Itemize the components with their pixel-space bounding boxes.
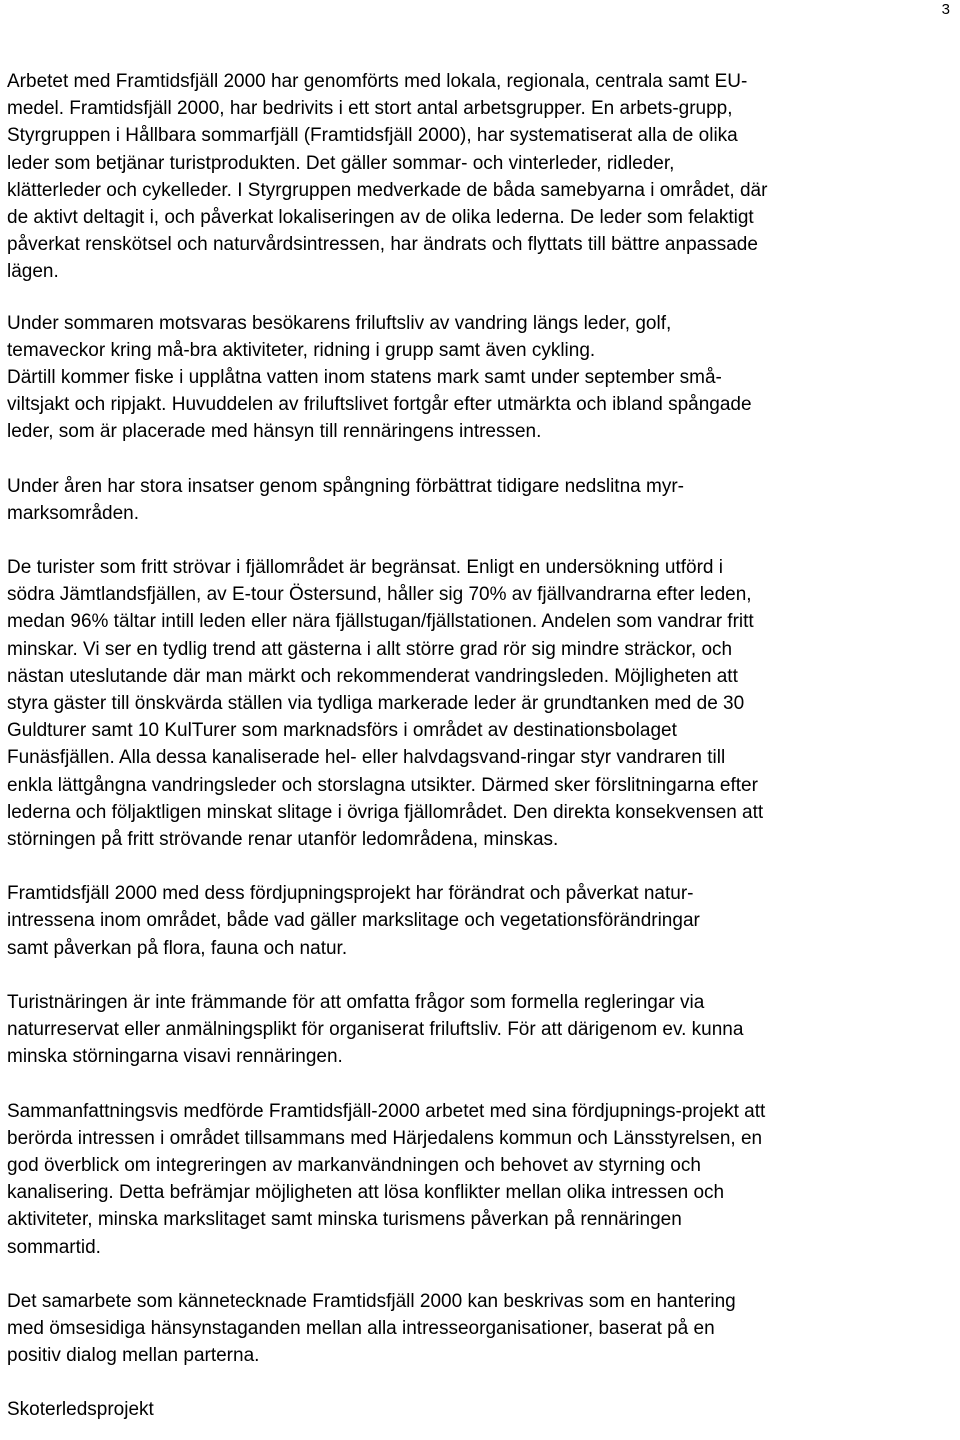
text-line: Under sommaren motsvaras besökarens friluftsliv av vandring längs leder, golf, bbox=[7, 312, 672, 334]
text-line: aktiviteter, minska markslitaget samt minska turismens påverkan på rennäringen bbox=[7, 1209, 682, 1231]
section-heading: Skoterledsprojekt bbox=[7, 1399, 154, 1421]
text-line: positiv dialog mellan parterna. bbox=[7, 1345, 260, 1367]
paragraph-cooperation bbox=[7, 1288, 951, 1370]
text-line: sommartid. bbox=[7, 1236, 101, 1258]
text-line: temaveckor kring må-bra aktiviteter, ridning i grupp samt även cykling. bbox=[7, 339, 596, 361]
text-line: Styrgruppen i Hållbara sommarfjäll (Framtidsfjäll 2000), har systematiserat alla de olika bbox=[7, 125, 738, 147]
text-line: leder som betjänar turistprodukten. Det gäller sommar- och vinterleder, ridleder, bbox=[7, 152, 675, 174]
text-line: Funäsfjällen. Alla dessa kanaliserade hel- eller halvdagsvand-ringar styr vandraren till bbox=[7, 747, 726, 769]
paragraph-spangning bbox=[7, 473, 951, 527]
text-line: Arbetet med Framtidsfjäll 2000 har genomförts med lokala, regionala, centrala samt EU- bbox=[7, 71, 748, 92]
text-line: god överblick om integreringen av markanvändningen och behovet av styrning och bbox=[7, 1154, 701, 1176]
paragraph-framtidsfjall-intro bbox=[7, 68, 951, 286]
text-line: enkla lättgångna vandringsleder och storslagna utsikter. Därmed sker förslitningarna efter bbox=[7, 774, 758, 796]
paragraph-tourist-survey bbox=[7, 554, 951, 853]
text-line: leder, som är placerade med hänsyn till rennäringens intressen. bbox=[7, 421, 542, 443]
text-line: intressena inom området, både vad gäller markslitage och vegetationsförändringar bbox=[7, 910, 700, 932]
text-line: med ömsesidiga hänsynstaganden mellan alla intresseorganisationer, baserat på en bbox=[7, 1317, 715, 1339]
text-line: marksområden. bbox=[7, 502, 139, 524]
text-line: Därtill kommer fiske i upplåtna vatten inom statens mark samt under september små- bbox=[7, 367, 722, 389]
text-line: nästan uteslutande där man märkt och rekommenderat vandringsleden. Möjligheten att bbox=[7, 665, 738, 687]
text-line: Turistnäringen är inte främmande för att omfatta frågor som formella regleringar via bbox=[7, 991, 705, 1013]
text-line: Det samarbete som kännetecknade Framtidsfjäll 2000 kan beskrivas som en hantering bbox=[7, 1290, 736, 1312]
text-line: lägen. bbox=[7, 261, 59, 283]
paragraph-spacer bbox=[7, 962, 951, 989]
text-line: naturreservat eller anmälningsplikt för organiserat friluftsliv. För att därigenom ev. kunna bbox=[7, 1019, 744, 1041]
text-line: påverkat renskötsel och naturvårdsintressen, har ändrats och flyttats till bättre anpassade bbox=[7, 234, 758, 256]
text-line: samt påverkan på flora, fauna och natur. bbox=[7, 937, 348, 959]
text-line: lederna och följaktligen minskat slitage i övriga fjällområdet. Den direkta konsekvensen att bbox=[7, 801, 764, 823]
text-line: kanalisering. Detta befrämjar möjligheten att lösa konflikter mellan olika intressen och bbox=[7, 1182, 725, 1204]
paragraph-summer-activities bbox=[7, 310, 951, 446]
text-line: störningen på fritt strövande renar utanför ledområdena, minskas. bbox=[7, 829, 559, 851]
text-line: De turister som fritt strövar i fjällområdet är begränsat. Enligt en undersökning utförd i bbox=[7, 557, 723, 579]
paragraph-spacer bbox=[7, 286, 951, 310]
text-line: Sammanfattningsvis medförde Framtidsfjäll-2000 arbetet med sina fördjupnings-projekt att bbox=[7, 1100, 766, 1122]
paragraph-regulations bbox=[7, 989, 951, 1071]
document-body bbox=[7, 68, 951, 1424]
text-line: minska störningarna visavi rennäringen. bbox=[7, 1046, 343, 1068]
paragraph-spacer bbox=[7, 527, 951, 554]
text-line: de aktivt deltagit i, och påverkat lokaliseringen av de olika lederna. De leder som felaktigt bbox=[7, 207, 754, 229]
page-number: 3 bbox=[941, 1, 950, 18]
paragraph-spacer bbox=[7, 853, 951, 880]
text-line: klätterleder och cykelleder. I Styrgruppen medverkade de båda samebyarna i området, där bbox=[7, 179, 768, 201]
text-line: Under åren har stora insatser genom spångning förbättrat tidigare nedslitna myr- bbox=[7, 475, 684, 497]
paragraph-project-impact bbox=[7, 880, 951, 962]
text-line: Guldturer samt 10 KulTurer som marknadsförs i området av destinationsbolaget bbox=[7, 720, 677, 742]
text-line: viltsjakt och ripjakt. Huvuddelen av friluftslivet fortgår efter utmärkta och ibland spångade bbox=[7, 394, 752, 416]
text-line: styra gäster till önskvärda ställen via tydliga markerade leder är grundtanken med de 30 bbox=[7, 693, 745, 715]
text-line: södra Jämtlandsfjällen, av E-tour Östersund, håller sig 70% av fjällvandrarna efter leden, bbox=[7, 584, 752, 606]
text-line: berörda intressen i området tillsammans med Härjedalens kommun och Länsstyrelsen, en bbox=[7, 1127, 763, 1149]
paragraph-spacer bbox=[7, 1071, 951, 1098]
text-line: medan 96% tältar intill leden eller nära fjällstugan/fjällstationen. Andelen som vandrar fritt bbox=[7, 611, 754, 633]
text-line: minskar. Vi ser en tydlig trend att gästerna i allt större grad rör sig mindre sträckor, och bbox=[7, 638, 733, 660]
text-line: medel. Framtidsfjäll 2000, har bedrivits i ett stort antal arbetsgrupper. En arbets-grupp, bbox=[7, 98, 733, 120]
paragraph-spacer bbox=[7, 1261, 951, 1288]
paragraph-spacer bbox=[7, 1369, 951, 1396]
text-line: Framtidsfjäll 2000 med dess fördjupningsprojekt har förändrat och påverkat natur- bbox=[7, 883, 694, 905]
paragraph-summary bbox=[7, 1098, 951, 1261]
paragraph-spacer bbox=[7, 446, 951, 473]
